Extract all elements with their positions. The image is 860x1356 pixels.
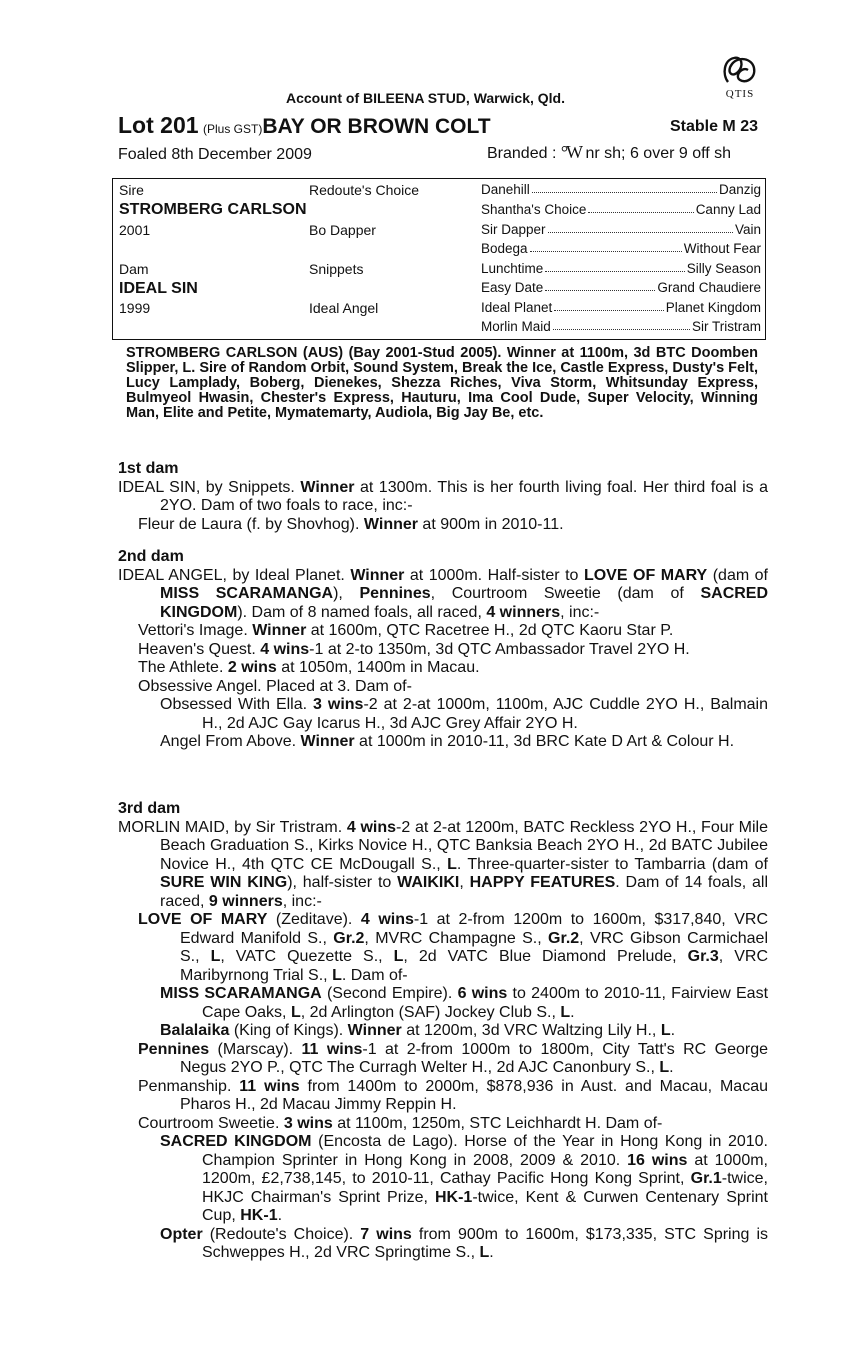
dam-name: IDEAL SIN (119, 280, 198, 297)
ancestor-right: Danzig (718, 182, 761, 197)
progeny-entry: Opter (Redoute's Choice). 7 wins from 900m to 1600m, $173,335, STC Spring is Schweppes H., 2d VRC Springtime S., L. (160, 1225, 769, 1261)
sire-year: 2001 (119, 222, 151, 238)
lot-number: Lot 201 (118, 112, 199, 138)
account-line: Account of BILEENA STUD, Warwick, Qld. (286, 90, 565, 106)
logo-text: QTIS (725, 88, 755, 100)
progeny-entry: Courtroom Sweetie. 3 wins at 1100m, 1250m, STC Leichhardt H. Dam of- (138, 1114, 663, 1132)
qtis-logo (716, 54, 764, 100)
sire-label: Sire (119, 182, 144, 198)
ancestor-left: Sir Dapper (481, 222, 546, 237)
pedigree-table (112, 178, 766, 340)
dam-label: Dam (119, 261, 149, 277)
horse-description: BAY OR BROWN COLT (262, 115, 491, 138)
qtis-logo-icon (720, 54, 760, 88)
ancestor-right: Sir Tristram (692, 319, 761, 334)
brand-info (487, 142, 731, 163)
ancestor-left: Danehill (481, 182, 530, 197)
sire-name: STROMBERG CARLSON (119, 201, 307, 218)
ancestor-left: Bodega (481, 241, 528, 256)
progeny-entry: Obsessed With Ella. 3 wins-2 at 2-at 1000m, 1100m, AJC Cuddle 2YO H., Balmain H., 2d AJC Gay Icarus H., 3d AJC Grey Affair 2YO H. (160, 696, 769, 732)
dam-sire: Snippets (309, 261, 364, 277)
third-dam-paragraph: MORLIN MAID, by Sir Tristram. 4 wins-2 at 2-at 1200m, BATC Reckless 2YO H., Four Mile Beach Graduation S., Kirks Novice H., QTC Banksia Beach 2YO H., 2d BATC Jubilee Novice H., 4th QTC CE McDougall S., L. Three-quarter-sister to Tambarria (dam of SURE WIN KING), half-sister to WAIKIKI, HAPPY FEATURES. Dam of 14 foals, all raced, 9 winners, inc:- (118, 818, 769, 910)
third-dam-heading: 3rd dam (118, 800, 181, 817)
first-dam-paragraph: IDEAL SIN, by Snippets. Winner at 1300m. This is her fourth living foal. Her third foal is a 2YO. Dam of two foals to race, inc:- (118, 478, 769, 514)
sire-sire: Redoute's Choice (309, 182, 420, 198)
branded-detail: nr sh; 6 over 9 off sh (585, 145, 732, 162)
progeny-entry: Penmanship. 11 wins from 1400m to 2000m, $878,936 in Aust. and Macau, Macau Pharos H., 2d Macau Jimmy Reppin H. (138, 1077, 769, 1113)
branded-label: Branded : (487, 145, 557, 162)
progeny-entry: Vettori's Image. Winner at 1600m, QTC Racetree H., 2d QTC Kaoru Star P. (138, 622, 674, 639)
plus-gst: (Plus GST) (202, 122, 263, 136)
ancestor-left: Easy Date (481, 280, 544, 295)
progeny-entry: Pennines (Marscay). 11 wins-1 at 2-from 1000m to 1800m, City Tatt's RC George Negus 2YO P., QTC The Curragh Welter H., 2d AJC Canonbury S., L. (138, 1040, 769, 1076)
progeny-entry: Balalaika (King of Kings). Winner at 1200m, 3d VRC Waltzing Lily H., L. (160, 1022, 676, 1039)
ancestor-row (481, 222, 761, 237)
ancestor-row (481, 280, 761, 295)
ancestor-row (481, 182, 761, 197)
ancestor-left: Shantha's Choice (481, 202, 587, 217)
foaled-date: Foaled 8th December 2009 (118, 146, 312, 163)
brand-mark: °W (560, 142, 582, 162)
ancestor-row (481, 261, 761, 276)
sire-summary: STROMBERG CARLSON (AUS) (Bay 2001-Stud 2005). Winner at 1100m, 3d BTC Doomben Slipper, L. Sire of Random Orbit, Sound System, Break the Ice, Castle Express, Dusty's Felt, Lucy Lamplady, Boberg, Dienekes, Shezza Riches, Viva Storm, Whitsunday Express, Bulmyeol Hwasin, Chester's Express, Hauturu, Ima Cool Dude, Super Velocity, Winning Man, Elite and Petite, Mymatemarty, Audiola, Big Jay Be, etc. (126, 345, 758, 421)
second-dam-heading: 2nd dam (118, 548, 184, 565)
dam-dam: Ideal Angel (309, 300, 379, 316)
first-dam-heading: 1st dam (118, 460, 179, 477)
progeny-entry: Obsessive Angel. Placed at 3. Dam of- (138, 677, 412, 695)
first-dam-section (118, 460, 768, 534)
lot-header (118, 112, 762, 140)
third-dam-section (118, 800, 768, 1263)
ancestor-right: Canny Lad (695, 202, 761, 217)
first-dam-foal: Fleur de Laura (f. by Shovhog). Winner at 900m in 2010-11. (138, 515, 564, 533)
ancestor-left: Lunchtime (481, 261, 544, 276)
ancestor-right: Without Fear (683, 241, 761, 256)
ancestor-right: Planet Kingdom (665, 300, 761, 315)
ancestor-row (481, 300, 761, 315)
second-dam-paragraph: IDEAL ANGEL, by Ideal Planet. Winner at 1000m. Half-sister to LOVE OF MARY (dam of MISS SCARAMANGA), Pennines, Courtroom Sweetie (dam of SACRED KINGDOM). Dam of 8 named foals, all raced, 4 winners, inc:- (118, 566, 769, 621)
second-dam-section (118, 548, 768, 752)
ancestor-right: Silly Season (686, 261, 761, 276)
ancestor-row (481, 319, 761, 334)
progeny-entry: LOVE OF MARY (Zeditave). 4 wins-1 at 2-from 1200m to 1600m, $317,840, VRC Edward Manifold S., Gr.2, MVRC Champagne S., Gr.2, VRC Gibson Carmichael S., L, VATC Quezette S., L, 2d VATC Blue Diamond Prelude, Gr.3, VRC Maribyrnong Trial S., L. Dam of- (138, 911, 769, 984)
ancestor-left: Morlin Maid (481, 319, 551, 334)
sire-dam: Bo Dapper (309, 222, 376, 238)
progeny-entry: Angel From Above. Winner at 1000m in 2010-11, 3d BRC Kate D Art & Colour H. (160, 733, 735, 750)
ancestor-right: Grand Chaudiere (657, 280, 761, 295)
progeny-entry: Heaven's Quest. 4 wins-1 at 2-to 1350m, 3d QTC Ambassador Travel 2YO H. (138, 640, 690, 658)
progeny-entry: MISS SCARAMANGA (Second Empire). 6 wins to 2400m to 2010-11, Fairview East Cape Oaks, L, 2d Arlington (SAF) Jockey Club S., L. (160, 985, 769, 1021)
progeny-entry: SACRED KINGDOM (Encosta de Lago). Horse of the Year in Hong Kong in 2010. Champion Sprinter in Hong Kong in 2008, 2009 & 2010. 16 wins at 1000m, 1200m, £2,738,145, to 2010-11, Cathay Pacific Hong Kong Sprint, Gr.1-twice, HKJC Chairman's Sprint Prize, HK-1-twice, Kent & Curwen Centenary Sprint Cup, HK-1. (160, 1133, 769, 1224)
stable-number: Stable M 23 (669, 118, 758, 135)
ancestor-row (481, 202, 761, 217)
ancestor-left: Ideal Planet (481, 300, 553, 315)
progeny-entry: The Athlete. 2 wins at 1050m, 1400m in Macau. (138, 659, 480, 676)
ancestor-right: Vain (734, 222, 761, 237)
ancestor-row (481, 241, 761, 256)
dam-year: 1999 (119, 300, 151, 316)
